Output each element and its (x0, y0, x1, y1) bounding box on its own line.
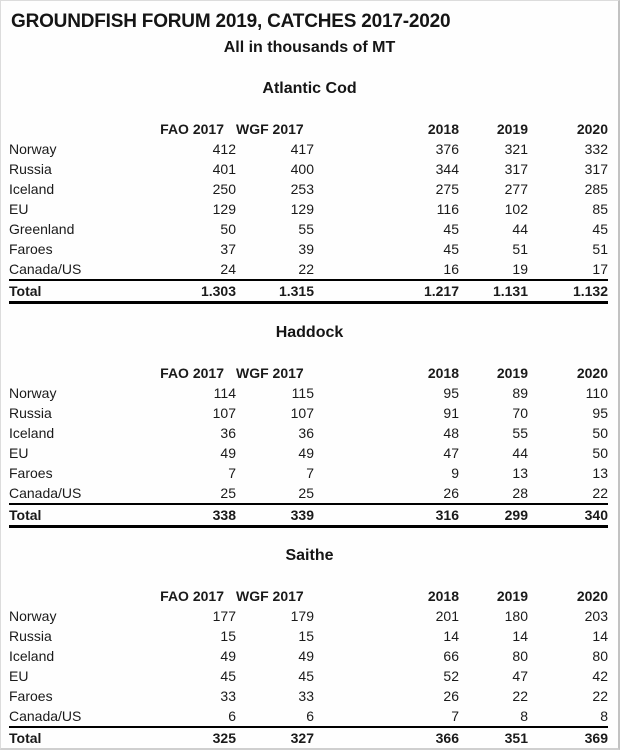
cell-wgf2017: 253 (290, 181, 314, 197)
total-wgf2017: 327 (236, 727, 314, 750)
cell-2020: 42 (592, 668, 608, 684)
cell-fao2017: 50 (220, 221, 236, 237)
cell-2020: 317 (584, 161, 608, 177)
cell-2018: 275 (435, 181, 459, 197)
cell-2019: 44 (512, 221, 528, 237)
row-label: Faroes (9, 241, 53, 257)
cell-2020: 95 (592, 405, 608, 421)
cell-2018: 7 (451, 708, 459, 724)
total-row (9, 504, 608, 527)
cell-wgf2017: 33 (298, 688, 314, 704)
cell-2020: 332 (584, 141, 608, 157)
col-header-wgf-2017: WGF 2017 (236, 121, 304, 137)
row-label: Canada/US (9, 708, 82, 724)
cell-2019: 51 (512, 241, 528, 257)
total-wgf2017: 1.315 (236, 280, 314, 303)
cell-fao2017: 15 (220, 628, 236, 644)
table-row (9, 626, 608, 646)
cell-2018: 66 (443, 648, 459, 664)
cell-2020: 50 (592, 445, 608, 461)
cell-2020: 80 (592, 648, 608, 664)
cell-2019: 102 (504, 201, 528, 217)
total-row (9, 280, 608, 303)
cell-2019: 47 (512, 668, 528, 684)
cell-2020: 13 (592, 465, 608, 481)
cell-2019: 28 (512, 485, 528, 501)
col-header-2018: 2018 (427, 121, 459, 137)
cell-fao2017: 49 (220, 648, 236, 664)
cell-2018: 376 (435, 141, 459, 157)
total-label: Total (9, 280, 154, 303)
cell-2018: 45 (443, 241, 459, 257)
cell-2019: 321 (504, 141, 528, 157)
col-header-2020: 2020 (576, 365, 608, 381)
cell-wgf2017: 49 (298, 445, 314, 461)
table-header-row (9, 586, 608, 606)
table-row (9, 443, 608, 463)
cell-2018: 344 (435, 161, 459, 177)
cell-wgf2017: 115 (291, 385, 314, 401)
cell-2020: 22 (592, 688, 608, 704)
cell-wgf2017: 49 (298, 648, 314, 664)
cell-fao2017: 24 (220, 261, 236, 277)
cell-2018: 201 (435, 608, 459, 624)
cell-wgf2017: 55 (298, 221, 314, 237)
cell-2020: 110 (585, 385, 608, 401)
cell-wgf2017: 417 (290, 141, 314, 157)
table-haddock (9, 363, 608, 528)
row-label: EU (9, 445, 29, 461)
cell-wgf2017: 400 (290, 161, 314, 177)
table-row (9, 239, 608, 259)
cell-2018: 91 (443, 405, 459, 421)
cell-2020: 50 (592, 425, 608, 441)
cell-fao2017: 25 (220, 485, 236, 501)
cell-wgf2017: 7 (306, 465, 314, 481)
table-row (9, 463, 608, 483)
cell-fao2017: 129 (212, 201, 236, 217)
cell-2019: 55 (512, 425, 528, 441)
page-subtitle: All in thousands of MT (223, 39, 396, 56)
cell-2018: 16 (443, 261, 459, 277)
cell-fao2017: 36 (220, 425, 236, 441)
cell-2020: 203 (584, 608, 608, 624)
cell-2020: 285 (584, 181, 608, 197)
cell-fao2017: 37 (220, 241, 236, 257)
cell-2018: 116 (436, 201, 459, 217)
cell-2019: 14 (512, 628, 528, 644)
header-empty-cell (9, 363, 154, 383)
table-row (9, 383, 608, 403)
table-row (9, 403, 608, 423)
row-label: Iceland (9, 425, 55, 441)
table-row (9, 259, 608, 280)
cell-wgf2017: 25 (298, 485, 314, 501)
col-header-fao-2017: FAO 2017 (160, 121, 224, 137)
table-row (9, 606, 608, 626)
total-2020: 369 (528, 727, 608, 750)
cell-2018: 14 (443, 628, 459, 644)
total-wgf2017: 339 (236, 504, 314, 527)
row-label: Iceland (9, 181, 55, 197)
cell-2018: 45 (443, 221, 459, 237)
cell-fao2017: 7 (228, 465, 236, 481)
cell-2019: 44 (512, 445, 528, 461)
table-row (9, 666, 608, 686)
table-row (9, 159, 608, 179)
cell-2020: 85 (592, 201, 608, 217)
table-row (9, 646, 608, 666)
header-empty-cell (9, 119, 154, 139)
cell-wgf2017: 179 (290, 608, 314, 624)
row-label: Iceland (9, 648, 55, 664)
total-2019: 299 (459, 504, 528, 527)
col-header-fao-2017: FAO 2017 (160, 365, 224, 381)
cell-2018: 9 (451, 465, 459, 481)
cell-wgf2017: 39 (298, 241, 314, 257)
row-label: Greenland (9, 221, 75, 237)
total-label: Total (9, 727, 154, 750)
cell-wgf2017: 107 (290, 405, 314, 421)
cell-fao2017: 114 (213, 385, 236, 401)
row-label: EU (9, 668, 29, 684)
cell-2018: 47 (443, 445, 459, 461)
total-2020: 1.132 (528, 280, 608, 303)
total-fao2017: 1.303 (154, 280, 236, 303)
total-row (9, 727, 608, 750)
row-label: Faroes (9, 688, 53, 704)
table-row (9, 483, 608, 504)
cell-2020: 8 (600, 708, 608, 724)
table-row (9, 706, 608, 727)
col-header-2020: 2020 (576, 121, 608, 137)
col-header-2020: 2020 (576, 588, 608, 604)
cell-2020: 17 (592, 261, 608, 277)
section-title-atlantic-cod: Atlantic Cod (262, 80, 357, 97)
col-header-2018: 2018 (427, 588, 459, 604)
col-header-2018: 2018 (427, 365, 459, 381)
row-label: EU (9, 201, 29, 217)
cell-2019: 180 (504, 608, 528, 624)
total-2019: 351 (459, 727, 528, 750)
cell-fao2017: 177 (212, 608, 236, 624)
col-header-wgf-2017: WGF 2017 (236, 588, 304, 604)
table-header-row (9, 119, 608, 139)
cell-wgf2017: 22 (298, 261, 314, 277)
total-2018: 366 (314, 727, 459, 750)
cell-wgf2017: 129 (290, 201, 314, 217)
cell-fao2017: 45 (220, 668, 236, 684)
cell-2018: 95 (443, 385, 459, 401)
total-2020: 340 (528, 504, 608, 527)
cell-2018: 48 (443, 425, 459, 441)
cell-2020: 14 (592, 628, 608, 644)
section-title-haddock: Haddock (275, 324, 344, 341)
cell-wgf2017: 36 (298, 425, 314, 441)
cell-2018: 26 (443, 688, 459, 704)
cell-2019: 317 (504, 161, 528, 177)
row-label: Norway (9, 385, 57, 401)
page-title: GROUNDFISH FORUM 2019, CATCHES 2017-2020 (11, 11, 451, 32)
cell-2019: 89 (512, 385, 528, 401)
row-label: Canada/US (9, 261, 82, 277)
table-header-row (9, 363, 608, 383)
table-row (9, 423, 608, 443)
cell-2018: 26 (443, 485, 459, 501)
total-fao2017: 325 (154, 727, 236, 750)
row-label: Norway (9, 141, 57, 157)
cell-2020: 51 (592, 241, 608, 257)
col-header-2019: 2019 (496, 121, 528, 137)
row-label: Norway (9, 608, 57, 624)
total-2018: 1.217 (314, 280, 459, 303)
cell-wgf2017: 6 (306, 708, 314, 724)
cell-2020: 45 (592, 221, 608, 237)
total-label: Total (9, 504, 154, 527)
cell-2018: 52 (443, 668, 459, 684)
col-header-2019: 2019 (496, 365, 528, 381)
cell-fao2017: 250 (212, 181, 236, 197)
cell-2019: 277 (504, 181, 528, 197)
cell-fao2017: 107 (212, 405, 236, 421)
section-title-saithe: Saithe (285, 547, 334, 564)
table-saithe (9, 586, 608, 750)
row-label: Russia (9, 405, 52, 421)
cell-wgf2017: 45 (298, 668, 314, 684)
col-header-wgf-2017: WGF 2017 (236, 365, 304, 381)
cell-2019: 19 (512, 261, 528, 277)
table-row (9, 686, 608, 706)
row-label: Russia (9, 628, 52, 644)
table-row (9, 199, 608, 219)
cell-fao2017: 412 (212, 141, 236, 157)
row-label: Faroes (9, 465, 53, 481)
table-row (9, 219, 608, 239)
cell-2019: 8 (520, 708, 528, 724)
col-header-fao-2017: FAO 2017 (160, 588, 224, 604)
table-row (9, 139, 608, 159)
cell-fao2017: 6 (228, 708, 236, 724)
total-2019: 1.131 (459, 280, 528, 303)
row-label: Russia (9, 161, 52, 177)
cell-2019: 70 (512, 405, 528, 421)
table-atlantic-cod (9, 119, 608, 304)
total-fao2017: 338 (154, 504, 236, 527)
col-header-2019: 2019 (496, 588, 528, 604)
cell-2019: 13 (512, 465, 528, 481)
cell-2019: 22 (512, 688, 528, 704)
cell-wgf2017: 15 (298, 628, 314, 644)
cell-fao2017: 49 (220, 445, 236, 461)
cell-fao2017: 33 (220, 688, 236, 704)
cell-2019: 80 (512, 648, 528, 664)
header-empty-cell (9, 586, 154, 606)
row-label: Canada/US (9, 485, 82, 501)
cell-fao2017: 401 (212, 161, 236, 177)
cell-2020: 22 (592, 485, 608, 501)
total-2018: 316 (314, 504, 459, 527)
table-row (9, 179, 608, 199)
